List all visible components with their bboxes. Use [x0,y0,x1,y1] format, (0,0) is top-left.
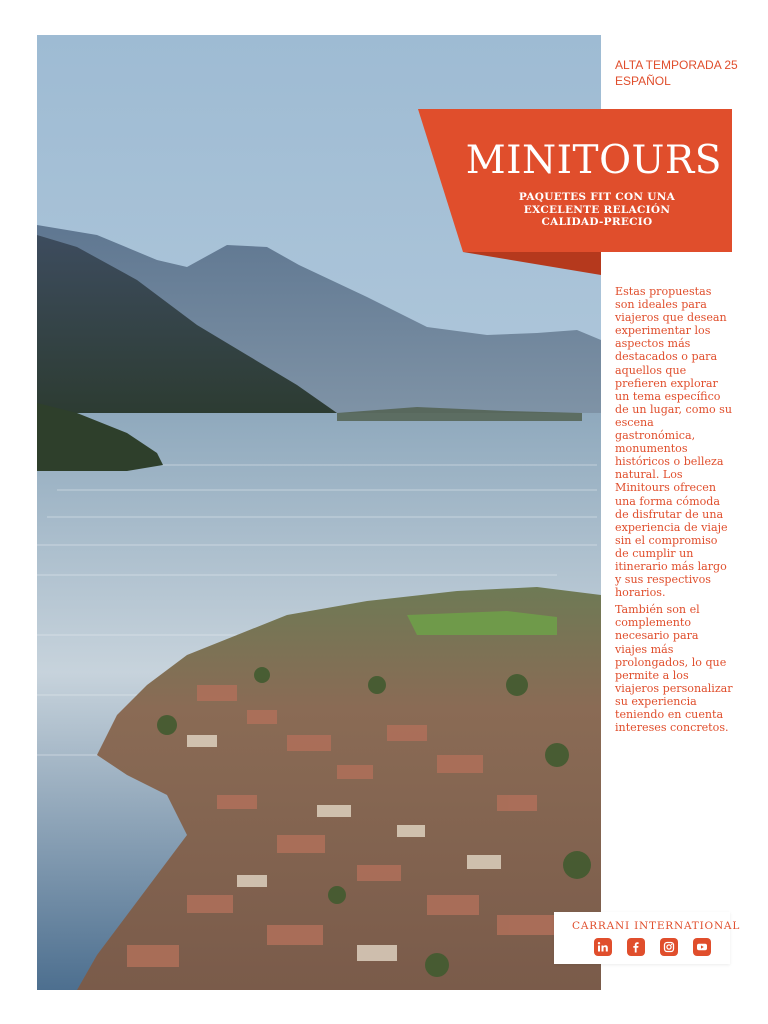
social-links [594,938,711,956]
instagram-icon[interactable] [660,938,678,956]
subtitle-line-1: PAQUETES FIT CON UNA [518,191,676,203]
title-banner [418,109,732,275]
paragraph-1: Estas propuestas son ideales para viajeros que desean experimentar los aspectos más destacados o para aquellos que prefieren explorar un tema específico de un lugar, como su escena gastronómica, monumentos históricos o belleza natural. Los Minitours ofrecen una forma cómoda de disfrutar de una experiencia de viaje sin el compromiso de cumplir un itinerario más largo y sus respectivos horarios. [615,285,733,600]
description-text [615,285,733,738]
season-label [615,57,755,89]
subtitle-line-3: CALIDAD-PRECIO [541,216,653,228]
season-text: ALTA TEMPORADA 25 [615,58,738,72]
facebook-icon[interactable] [627,938,645,956]
linkedin-icon[interactable] [594,938,612,956]
brand-name: CARRANI INTERNATIONAL [572,920,741,932]
paragraph-2: También son el complemento necesario para viajes más prolongados, lo que permite a los viajeros personalizar su experiencia teniendo en cuenta intereses concretos. [615,603,733,735]
banner-title: MINITOURS [465,138,722,183]
youtube-icon[interactable] [693,938,711,956]
footer-card [554,912,741,964]
banner-subtitle [506,191,688,229]
language-text: ESPAÑOL [615,74,671,88]
subtitle-line-2: EXCELENTE RELACIÓN [523,203,671,216]
